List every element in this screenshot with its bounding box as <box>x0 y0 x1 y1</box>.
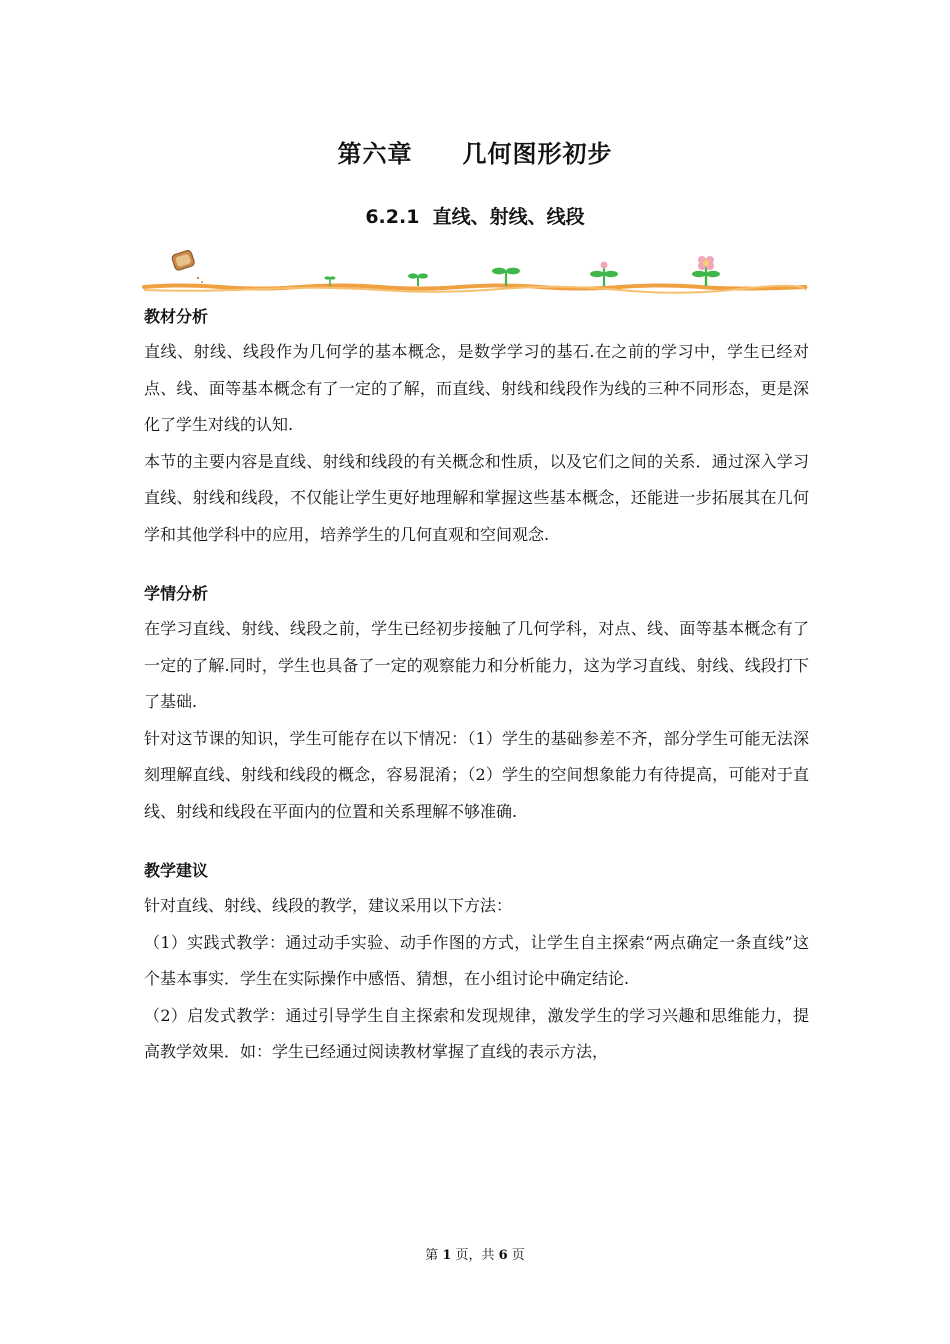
flower-icon <box>590 262 618 287</box>
section-teaching-suggestions <box>144 858 809 1071</box>
section-textbook-analysis <box>144 304 809 553</box>
section-heading: 教学建议 <box>144 861 209 880</box>
footer-suffix: 页 <box>507 1248 525 1263</box>
sprout-icon <box>408 273 428 286</box>
paragraph: 针对这节课的知识，学生可能存在以下情况：（1）学生的基础参差不齐，部分学生可能无法深刻理解直线、射线和线段的概念，容易混淆；（2）学生的空间想象能力有待提高，可能对于直线、射线和线段在平面内的位置和关系理解不够准确. <box>144 728 809 821</box>
sprout-icon <box>492 268 520 286</box>
section-learner-analysis <box>144 581 809 830</box>
flower-icon <box>692 256 720 286</box>
paragraph: 在学习直线、射线、线段之前，学生已经初步接触了几何学科，对点、线、面等基本概念有了一定的了解.同时，学生也具备了一定的观察能力和分析能力，这为学习直线、射线、线段打下了基础. <box>144 619 809 711</box>
footer-middle: 页，共 <box>451 1248 499 1263</box>
chapter-title: 第六章 几何图形初步 <box>337 140 613 168</box>
paragraph: 直线、射线、线段作为几何学的基本概念，是数学学习的基石.在之前的学习中，学生已经对点、线、面等基本概念有了一定的了解，而直线、射线和线段作为线的三种不同形态，更是深化了学生对线的认知. <box>144 342 809 434</box>
page-total: 6 <box>498 1248 508 1263</box>
bread-slice-icon <box>171 250 195 271</box>
paragraph: （2）启发式教学：通过引导学生自主探索和发现规律，激发学生的学习兴趣和思维能力，提高教学效果．如：学生已经通过阅读教材掌握了直线的表示方法， <box>144 1005 809 1061</box>
section-heading: 教材分析 <box>144 307 209 326</box>
growth-divider <box>140 248 810 298</box>
footer-prefix: 第 <box>425 1248 443 1263</box>
paragraph: 本节的主要内容是直线、射线和线段的有关概念和性质，以及它们之间的关系．通过深入学习直线、射线和线段，不仅能让学生更好地理解和掌握这些基本概念，还能进一步拓展其在几何学和其他学科中的应用，培养学生的几何直观和空间观念. <box>144 451 809 544</box>
section-heading: 学情分析 <box>144 584 209 603</box>
paragraph: （1）实践式教学：通过动手实验、动手作图的方式，让学生自主探索“两点确定一条直线”这个基本事实．学生在实际操作中感悟、猜想，在小组讨论中确定结论. <box>144 932 809 988</box>
section-title: 6.2.1 直线、射线、线段 <box>365 206 585 228</box>
content <box>144 304 809 1071</box>
page-footer <box>0 1244 950 1263</box>
page-number: 1 <box>442 1248 452 1263</box>
paragraph: 针对直线、射线、线段的教学，建议采用以下方法： <box>144 896 513 915</box>
